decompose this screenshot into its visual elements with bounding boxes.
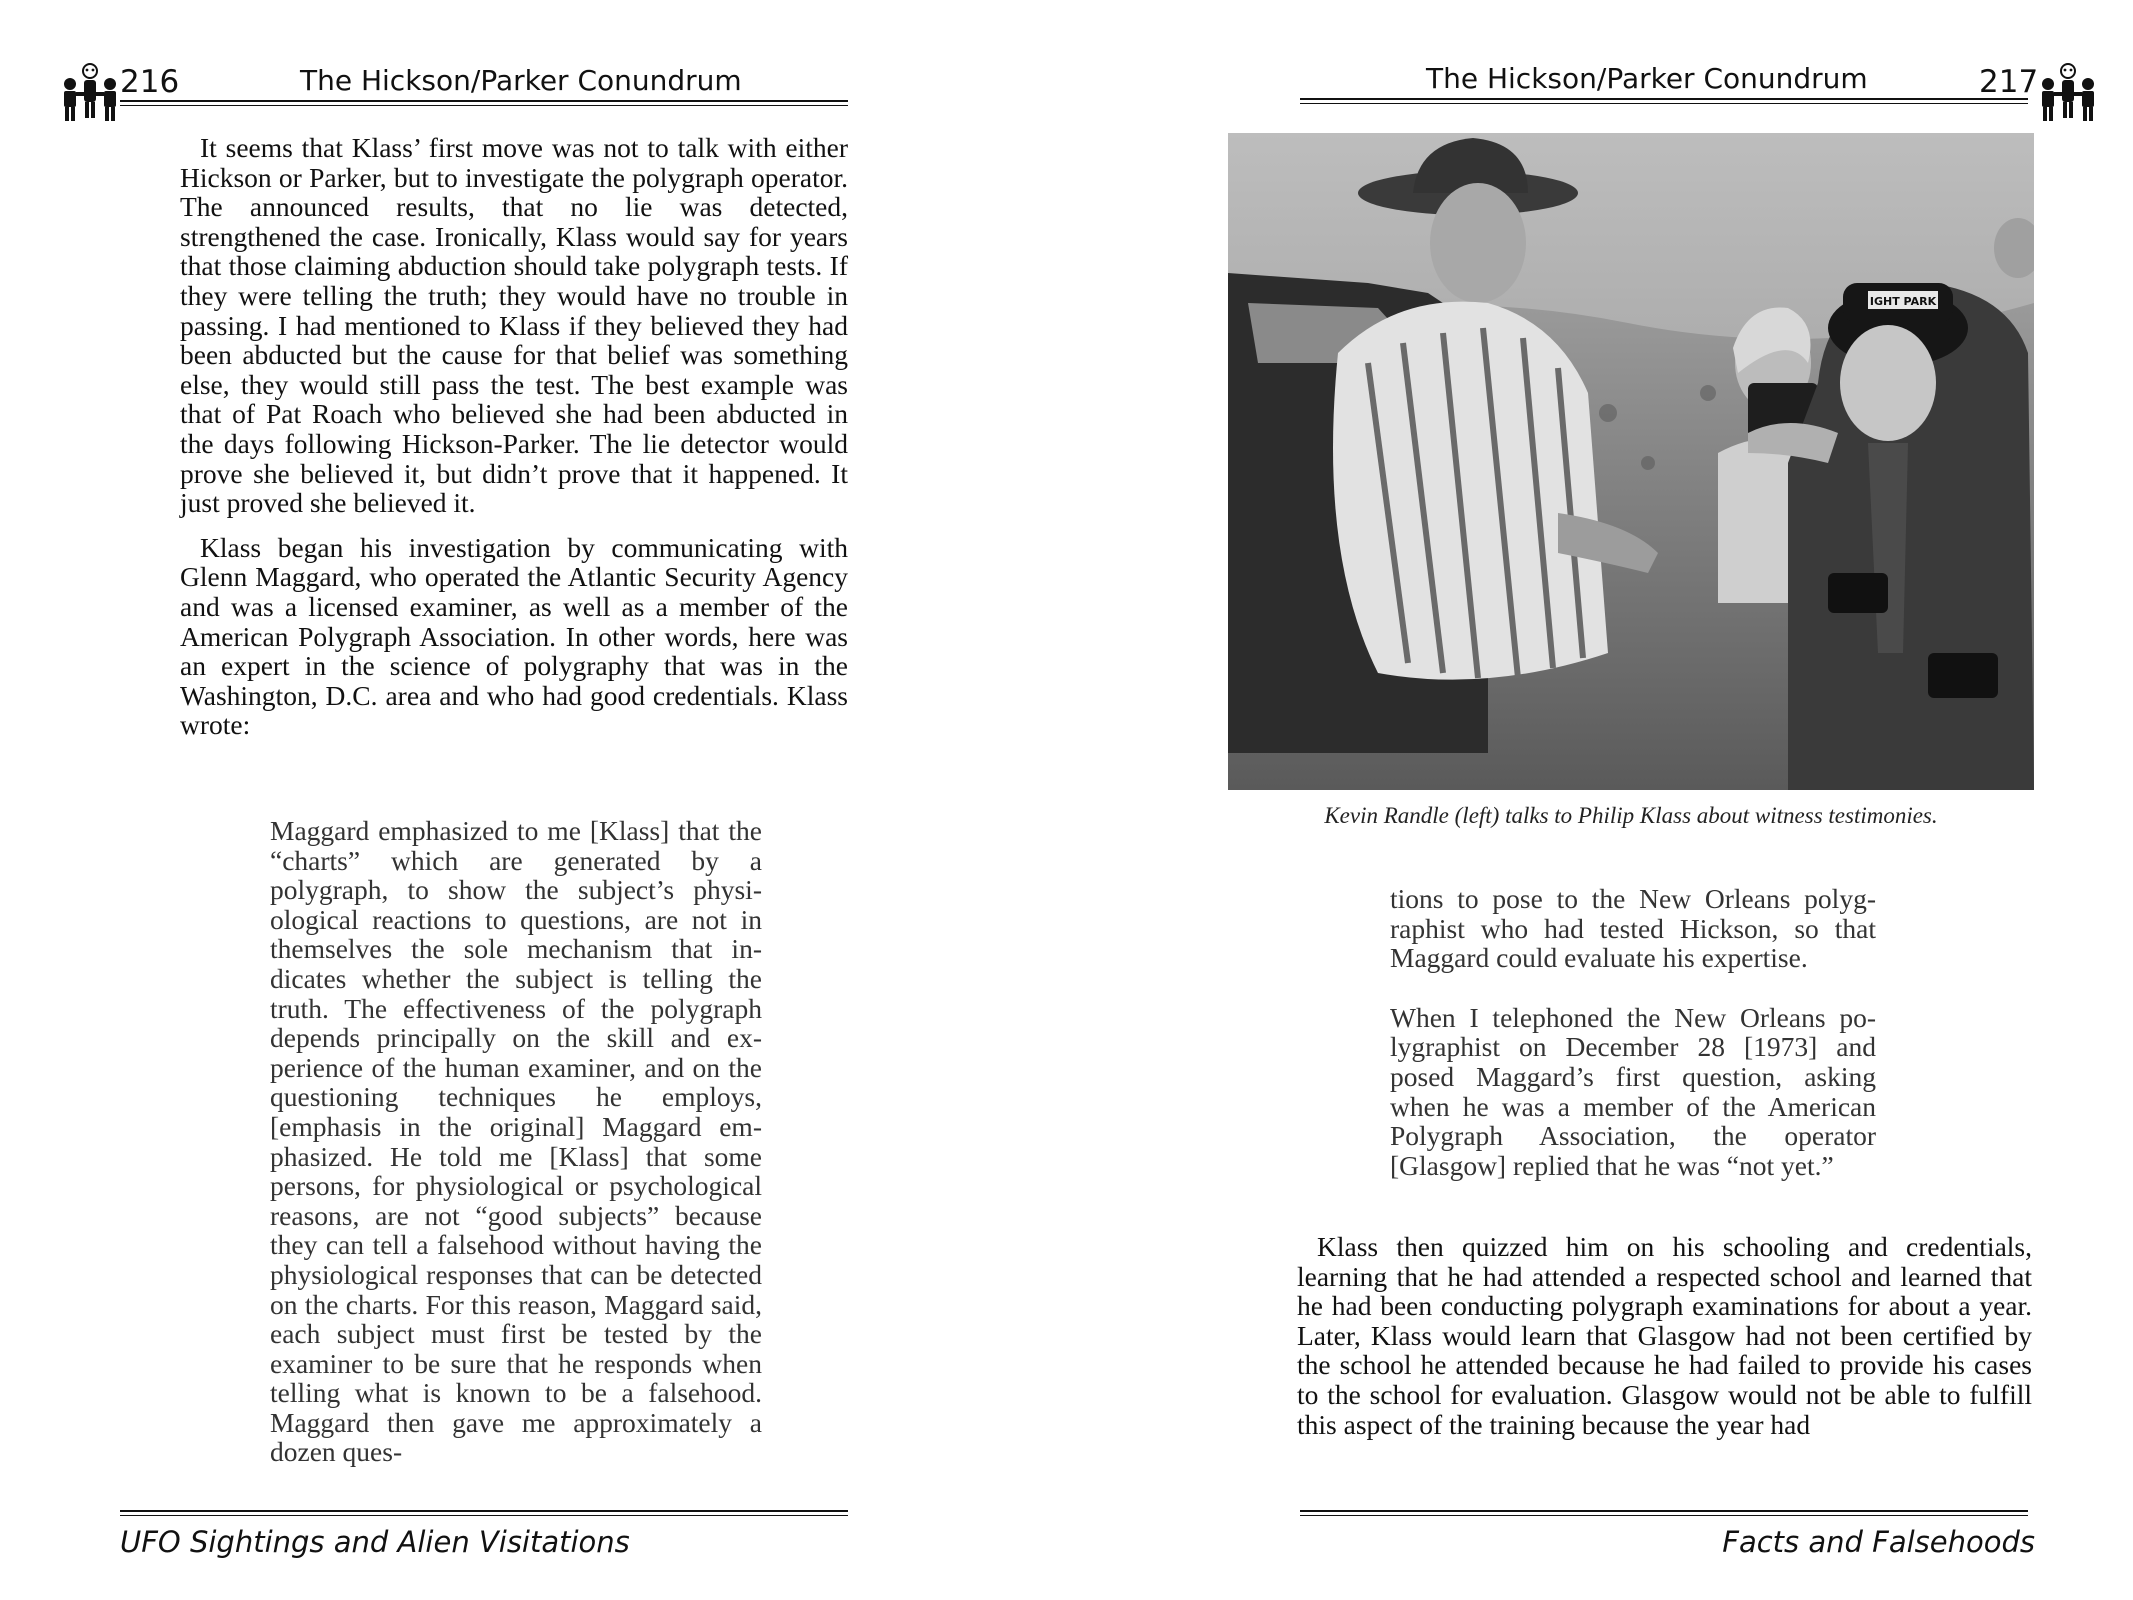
paragraph: Klass then quizzed him on his schooling and credentials, learning that he had attended a respected school and learned that he had been conducting polygraph examinations for about a year. Later, Klass would learn that Glasgow had not been certified by the school he attended because he had failed to provide his cases to the school for evaluation. Glasgow would not be able to fulfill this aspect of the training because the year had	[1297, 1231, 2032, 1440]
body-text	[1297, 1232, 2032, 1439]
photo	[1228, 133, 2034, 790]
header-rule	[120, 100, 848, 106]
block-quote	[270, 816, 762, 1467]
quote-text: tions to pose to the New Orleans polygraphist who had tested Hickson, so that Maggard could evaluate his expertise.	[1390, 883, 1876, 974]
photo-caption: Kevin Randle (left) talks to Philip Klass about witness testimonies.	[1324, 803, 1938, 828]
footer-rule	[120, 1510, 848, 1516]
page-number: 216	[120, 64, 180, 100]
body-text	[180, 133, 848, 740]
cap-text: IGHT PARK	[1869, 295, 1937, 308]
right-page	[1066, 0, 2133, 1600]
running-title: The Hickson/Parker Conundrum	[1426, 62, 1868, 95]
running-title: The Hickson/Parker Conundrum	[300, 64, 742, 97]
footer-rule	[1300, 1510, 2028, 1516]
left-page	[0, 0, 1066, 1600]
page-number: 217	[1979, 64, 2039, 100]
quote-text: Maggard emphasized to me [Klass] that the “charts” which are generated by a polygraph, to show the subject’s physiological reactions to questions, are not in themselves the sole mechanism that indicates whether the subject is telling the truth. The effectiveness of the polygraph depends principally on the skill and experience of the human examiner, and on the questioning techniques he employs, [emphasis in the original] Maggard emphasized. He told me [Klass] that some persons, for physiological or psychological reasons, are not “good subjects” because they can tell a falsehood without having the physiological responses that can be detected on the charts. For this reason, Maggard said, each subject must first be tested by the examiner to be sure that he responds when telling what is known to be a falsehood. Maggard then gave me approximately a dozen ques-	[270, 815, 762, 1468]
block-quote	[1390, 884, 1876, 1180]
footer-title: Facts and Falsehoods	[1722, 1525, 2035, 1559]
alien-figures-logo-icon	[58, 62, 122, 124]
paragraph: Klass began his investigation by communicating with Glenn Maggard, who operated the Atlantic Security Agency and was a licensed examiner, as well as a member of the American Polygraph Association. In other words, here was an expert in the science of polygraphy that was in the Washington, D.C. area and who had good credentials. Klass wrote:	[180, 531, 848, 741]
quote-text: When I telephoned the New Orleans polygraphist on December 28 [1973] and posed Maggard’s first question, asking when he was a member of the American Polygraph Association, the operator [Glasgow] replied that he was “not yet.”	[1390, 1001, 1876, 1181]
alien-figures-logo-icon	[2036, 62, 2100, 124]
paragraph: It seems that Klass’ first move was not to talk with either Hickson or Parker, but to investigate the polygraph operator. The announced results, that no lie was detected, strengthened the case. Ironically, Klass would say for years that those claiming abduction should take polygraph tests. If they were telling the truth; they would have no trouble in passing. I had mentioned to Klass if they believed they had been abducted but the cause for that belief was something else, they would still pass the test. The best example was that of Pat Roach who believed she had been abducted in the days following Hickson-Parker. The lie detector would prove she believed it, but didn’t prove that it happened. It just proved she believed it.	[180, 132, 848, 519]
footer-title: UFO Sightings and Alien Visitations	[120, 1525, 630, 1559]
header-rule	[1300, 98, 2028, 104]
